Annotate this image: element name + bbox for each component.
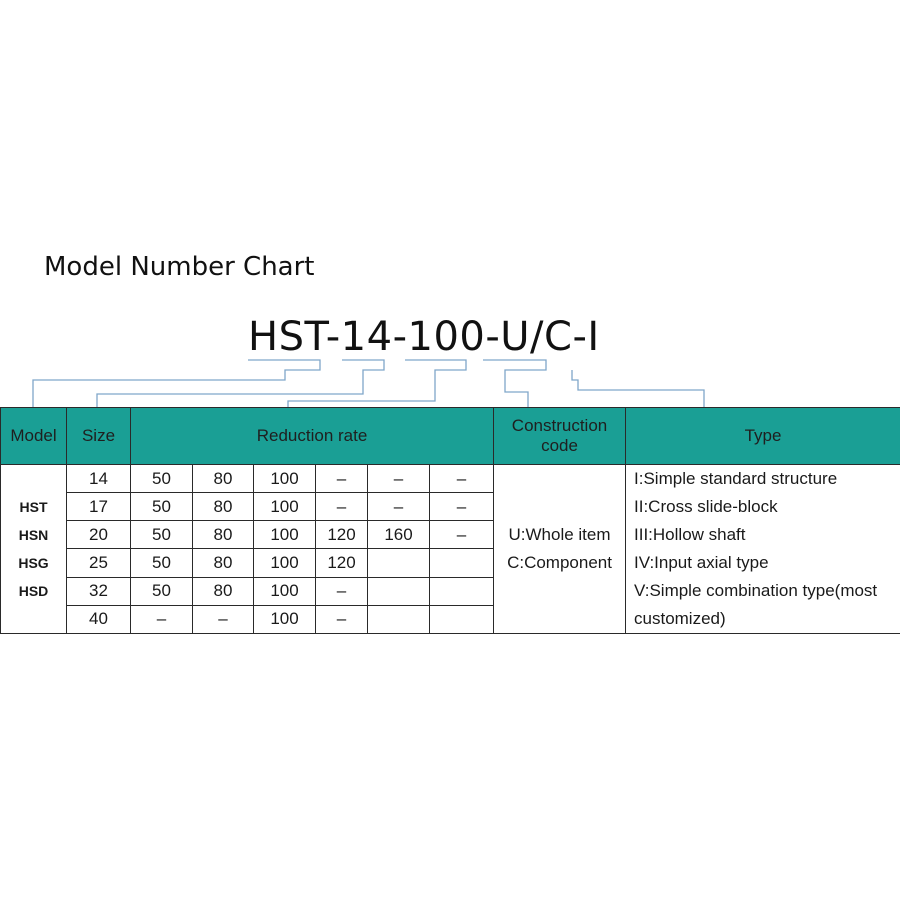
type-option: II:Cross slide-block <box>634 497 778 516</box>
size-cell: 25 <box>67 549 131 577</box>
rate-cell: 50 <box>131 521 193 549</box>
header-model: Model <box>1 408 67 465</box>
rate-cell <box>430 577 494 605</box>
table-header-row <box>1 408 900 465</box>
construction-option: U:Whole item <box>508 525 611 544</box>
rate-cell: 80 <box>193 521 254 549</box>
rate-cell: 160 <box>368 521 430 549</box>
model-name: HSN <box>18 527 49 543</box>
rate-cell: – <box>316 465 368 493</box>
rate-cell: 50 <box>131 577 193 605</box>
rate-cell: – <box>316 493 368 521</box>
leader-model <box>33 360 320 407</box>
header-size: Size <box>67 408 131 465</box>
rate-cell: – <box>193 605 254 633</box>
rate-cell <box>368 549 430 577</box>
leader-reduction <box>288 360 466 407</box>
model-number-table <box>0 407 900 634</box>
model-name: HSD <box>18 583 49 599</box>
rate-cell: 80 <box>193 549 254 577</box>
type-option: V:Simple combination type(most customized) <box>634 581 878 628</box>
rate-cell: 80 <box>193 465 254 493</box>
model-code-example: HST-14-100-U/C-I <box>248 314 600 360</box>
rate-cell: 100 <box>254 465 316 493</box>
rate-cell: – <box>430 465 494 493</box>
rate-cell: 50 <box>131 493 193 521</box>
rate-cell: – <box>368 493 430 521</box>
rate-cell: 100 <box>254 577 316 605</box>
construction-option: C:Component <box>507 553 612 572</box>
size-cell: 14 <box>67 465 131 493</box>
rate-cell: 100 <box>254 493 316 521</box>
model-list-cell <box>1 465 67 634</box>
type-option: IV:Input axial type <box>634 553 769 572</box>
type-cell <box>626 465 900 634</box>
rate-cell: 100 <box>254 605 316 633</box>
rate-cell: – <box>368 465 430 493</box>
rate-cell: 80 <box>193 493 254 521</box>
rate-cell: 120 <box>316 521 368 549</box>
rate-cell: – <box>430 521 494 549</box>
header-construction-code: Construction code <box>494 408 626 465</box>
size-cell: 40 <box>67 605 131 633</box>
size-cell: 20 <box>67 521 131 549</box>
table-row <box>1 465 900 493</box>
model-name: HSG <box>18 555 49 571</box>
rate-cell: – <box>131 605 193 633</box>
model-name: HST <box>19 499 48 515</box>
type-option: I:Simple standard structure <box>634 469 838 488</box>
rate-cell: – <box>316 577 368 605</box>
leader-size <box>97 360 384 407</box>
leader-type <box>572 370 704 407</box>
rate-cell: 120 <box>316 549 368 577</box>
rate-cell: 80 <box>193 577 254 605</box>
size-cell: 32 <box>67 577 131 605</box>
leader-construction <box>483 360 546 407</box>
rate-cell: – <box>316 605 368 633</box>
size-cell: 17 <box>67 493 131 521</box>
page-title: Model Number Chart <box>44 252 315 282</box>
rate-cell: 50 <box>131 465 193 493</box>
rate-cell: 100 <box>254 521 316 549</box>
header-reduction-rate: Reduction rate <box>131 408 494 465</box>
rate-cell <box>368 577 430 605</box>
rate-cell: – <box>430 493 494 521</box>
construction-code-cell <box>494 465 626 634</box>
type-option: III:Hollow shaft <box>634 525 746 544</box>
header-type: Type <box>626 408 900 465</box>
rate-cell: 50 <box>131 549 193 577</box>
rate-cell <box>368 605 430 633</box>
rate-cell <box>430 549 494 577</box>
rate-cell <box>430 605 494 633</box>
rate-cell: 100 <box>254 549 316 577</box>
